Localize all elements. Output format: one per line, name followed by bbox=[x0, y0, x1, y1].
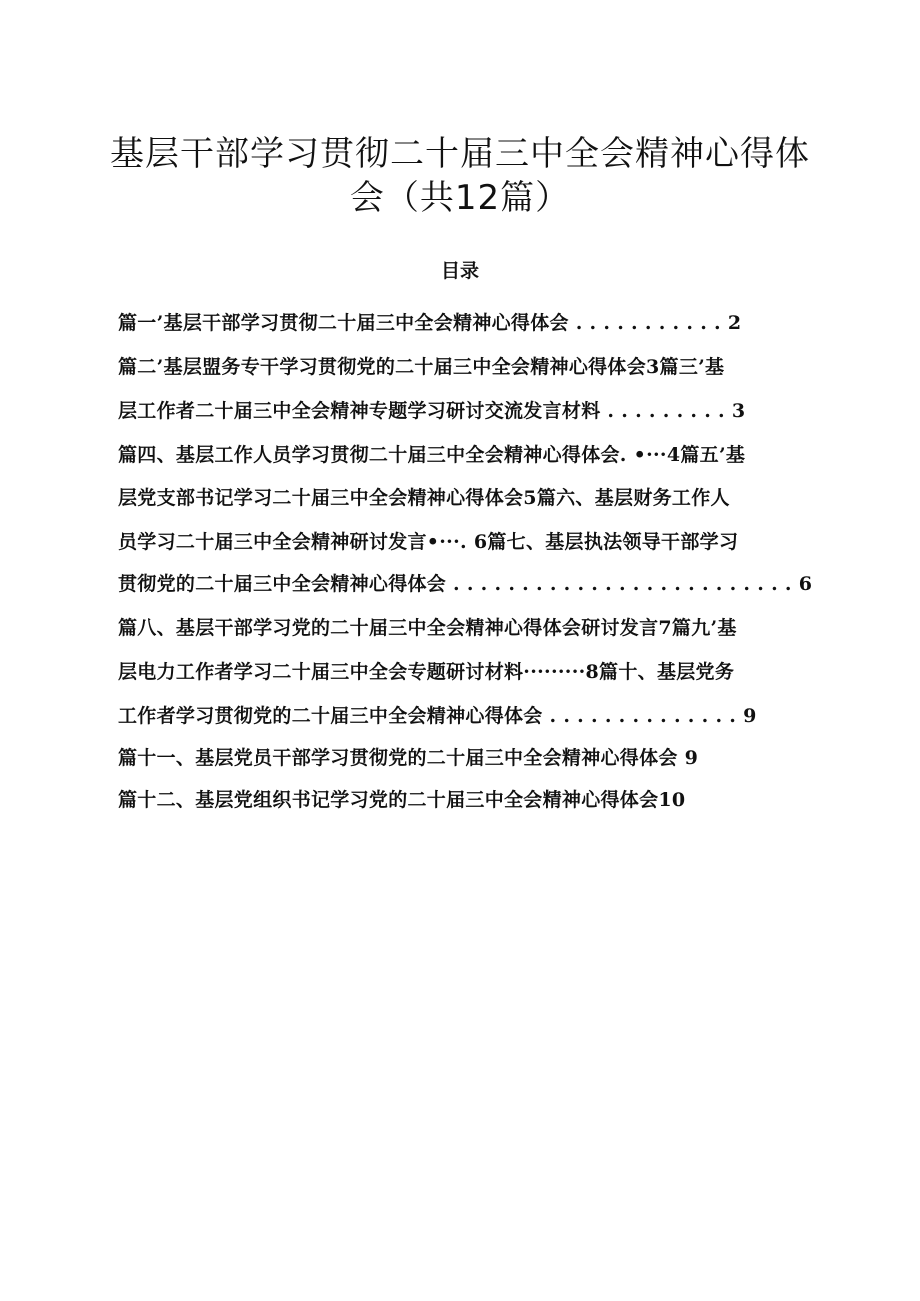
document-title-line-1: 基层干部学习贯彻二十届三中全会精神心得体 bbox=[110, 134, 810, 174]
toc-line[interactable]: 工作者学习贯彻党的二十届三中全会精神心得体会 . . . . . . . . . . . . . . 9 bbox=[118, 705, 757, 727]
toc-line[interactable]: 篇十一、基层党员干部学习贯彻党的二十届三中全会精神心得体会 9 bbox=[118, 747, 699, 769]
document-title-line-2: 会（共12篇） bbox=[349, 178, 571, 218]
toc-line[interactable]: 层党支部书记学习二十届三中全会精神心得体会5篇六、基层财务工作人 bbox=[118, 487, 730, 509]
toc-line[interactable]: 员学习二十届三中全会精神研讨发言•···. 6篇七、基层执法领导干部学习 bbox=[118, 531, 739, 553]
toc-line[interactable]: 篇十二、基层党组织书记学习党的二十届三中全会精神心得体会10 bbox=[118, 789, 686, 811]
toc-line[interactable]: 层电力工作者学习二十届三中全会专题研讨材料·········8篇十、基层党务 bbox=[118, 661, 735, 683]
toc-line[interactable]: 篇四、基层工作人员学习贯彻二十届三中全会精神心得体会. •···4篇五’基 bbox=[118, 444, 746, 466]
toc-heading: 目录 bbox=[440, 260, 479, 282]
toc-line[interactable]: 篇八、基层干部学习党的二十届三中全会精神心得体会研讨发言7篇九’基 bbox=[118, 617, 737, 639]
toc-line[interactable]: 篇二’基层盟务专干学习贯彻党的二十届三中全会精神心得体会3篇三’基 bbox=[118, 356, 725, 378]
toc-line[interactable]: 贯彻党的二十届三中全会精神心得体会 . . . . . . . . . . . . . . . . . . . . . . . . . 6 bbox=[118, 573, 813, 595]
toc-line[interactable]: 层工作者二十届三中全会精神专题学习研讨交流发言材料 . . . . . . . . . 3 bbox=[118, 400, 746, 422]
toc-line[interactable]: 篇一’基层干部学习贯彻二十届三中全会精神心得体会 . . . . . . . . . . . 2 bbox=[118, 312, 742, 334]
